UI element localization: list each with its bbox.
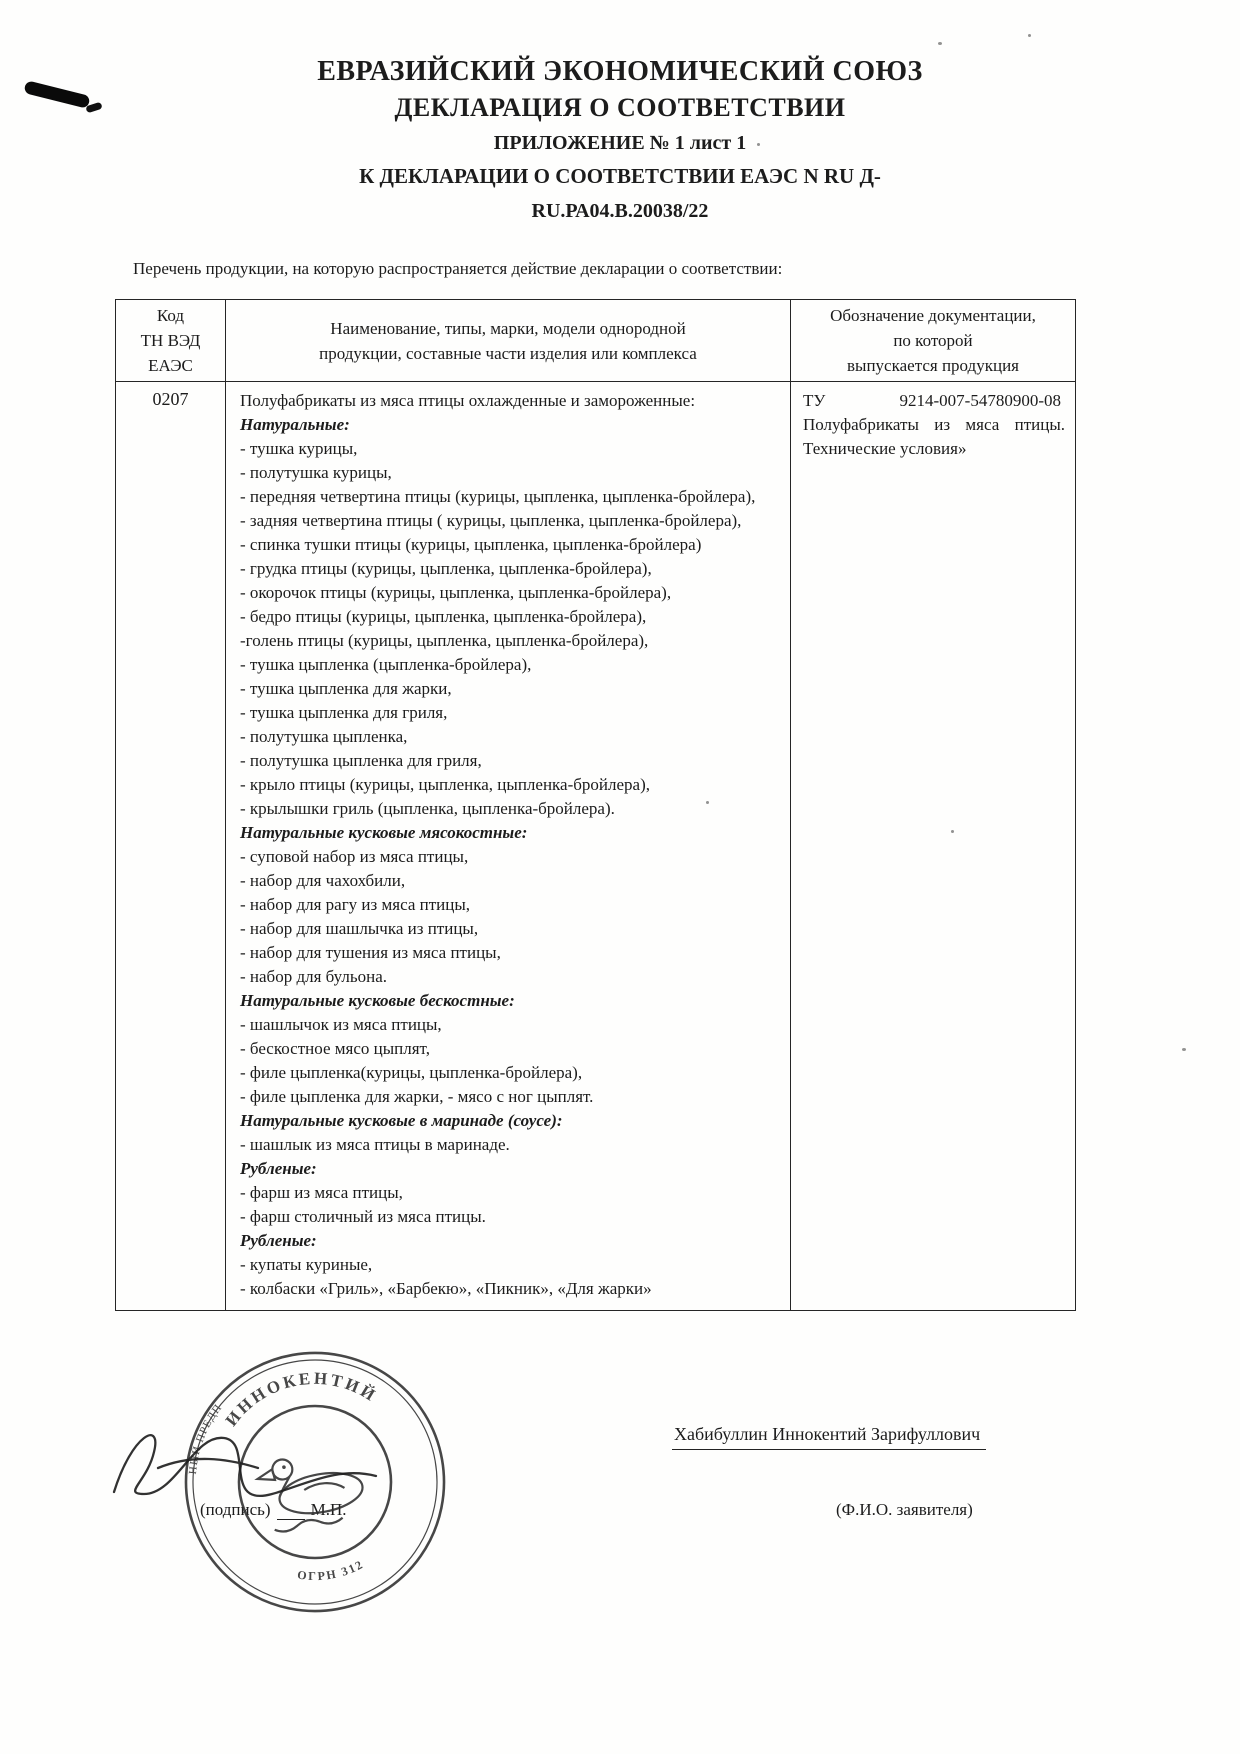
scan-speck xyxy=(938,42,942,45)
header-line: по которой xyxy=(893,331,973,350)
header-line: Обозначение документации, xyxy=(830,306,1036,325)
intro-paragraph: Перечень продукции, на которую распространяется действие декларации о соответствии: xyxy=(133,259,783,278)
product-line: - тушка цыпленка (цыпленка-бройлера), xyxy=(240,655,532,674)
column-header-product-name xyxy=(226,300,791,382)
tnved-code-cell: 0207 xyxy=(116,382,226,1311)
product-line: - суповой набор из мяса птицы, xyxy=(240,847,469,866)
document-header xyxy=(0,0,1240,223)
product-line: Натуральные кусковые бескостные: xyxy=(240,991,515,1010)
product-line: Натуральные: xyxy=(240,415,350,434)
product-line: - грудка птицы (курицы, цыпленка, цыпленка-бройлера), xyxy=(240,559,652,578)
table-row xyxy=(116,382,1076,1311)
product-line: - фарш столичный из мяса птицы. xyxy=(240,1207,486,1226)
union-title: ЕВРАЗИЙСКИЙ ЭКОНОМИЧЕСКИЙ СОЮЗ xyxy=(317,56,923,87)
product-line: - набор для бульона. xyxy=(240,967,388,986)
product-line: - передняя четвертина птицы (курицы, цыпленка, цыпленка-бройлера), xyxy=(240,487,756,506)
product-line: Натуральные кусковые в маринаде (соусе): xyxy=(240,1111,563,1130)
scan-speck xyxy=(757,143,760,146)
scan-speck xyxy=(1028,34,1031,37)
product-line: - шашлычок из мяса птицы, xyxy=(240,1015,442,1034)
product-line: - шашлык из мяса птицы в маринаде. xyxy=(240,1135,510,1154)
product-line: - тушка цыпленка для жарки, xyxy=(240,679,452,698)
product-line: - крыло птицы (курицы, цыпленка, цыпленка-бройлера), xyxy=(240,775,650,794)
product-table xyxy=(115,299,1076,1311)
stamp-arc-bottom-text: ОГРН 312 xyxy=(296,1556,367,1584)
product-line: -голень птицы (курицы, цыпленка, цыпленка-бройлера), xyxy=(240,631,649,650)
documentation-code-number: 9214-007-54780900-08 xyxy=(899,391,1061,410)
handwritten-signature xyxy=(100,1396,390,1546)
scan-speck xyxy=(951,830,954,833)
header-line: выпускается продукция xyxy=(847,356,1019,375)
product-line: - купаты куриные, xyxy=(240,1255,373,1274)
stamp-caption-label: М.П. xyxy=(310,1500,347,1519)
declaration-reference-line: К ДЕКЛАРАЦИИ О СООТВЕТСТВИИ ЕАЭС N RU Д- xyxy=(359,164,881,188)
column-header-code xyxy=(116,300,226,382)
header-line: ТН ВЭД xyxy=(140,331,201,350)
product-line: - спинка тушки птицы (курицы, цыпленка, цыпленка-бройлера) xyxy=(240,535,702,554)
product-line: - тушка курицы, xyxy=(240,439,358,458)
svg-text:ОГРН 312 xyxy=(294,1556,367,1588)
signature-caption-label: (подпись) xyxy=(200,1500,271,1519)
product-line: - задняя четвертина птицы ( курицы, цыпленка, цыпленка-бройлера), xyxy=(240,511,742,530)
product-line: - тушка цыпленка для гриля, xyxy=(240,703,448,722)
product-line: - филе цыпленка для жарки, - мясо с ног цыплят. xyxy=(240,1087,594,1106)
product-line: Рубленые: xyxy=(240,1159,317,1178)
scan-speck xyxy=(1182,1048,1186,1051)
product-line: - полутушка цыпленка для гриля, xyxy=(240,751,482,770)
product-line: Рубленые: xyxy=(240,1231,317,1250)
product-line: - окорочок птицы (курицы, цыпленка, цыпленка-бройлера), xyxy=(240,583,672,602)
product-line: - филе цыпленка(курицы, цыпленка-бройлера), xyxy=(240,1063,583,1082)
documentation-cell xyxy=(791,382,1076,1311)
product-list-cell xyxy=(226,382,791,1311)
annex-title: ПРИЛОЖЕНИЕ № 1 лист 1 xyxy=(493,132,747,154)
column-header-documentation xyxy=(791,300,1076,382)
product-line: - колбаски «Гриль», «Барбекю», «Пикник», «Для жарки» xyxy=(240,1279,652,1298)
product-line: - фарш из мяса птицы, xyxy=(240,1183,403,1202)
documentation-text: Полуфабрикаты из мяса птицы. Технические условия» xyxy=(803,415,1065,458)
header-line: Код xyxy=(156,306,185,325)
declarant-name: Хабибуллин Иннокентий Зарифуллович xyxy=(672,1424,986,1450)
product-line: - полутушка курицы, xyxy=(240,463,392,482)
stamp-arc-outer-text: НЫЙ ПРЕДП xyxy=(186,1401,225,1475)
table-header-row xyxy=(116,300,1076,382)
product-line: - бедро птицы (курицы, цыпленка, цыпленка-бройлера), xyxy=(240,607,647,626)
header-line: продукции, составные части изделия или комплекса xyxy=(319,343,697,363)
product-line: - бескостное мясо цыплят, xyxy=(240,1039,430,1058)
scan-speck xyxy=(706,801,709,804)
product-line: Натуральные кусковые мясокостные: xyxy=(240,823,528,842)
product-line: - набор для рагу из мяса птицы, xyxy=(240,895,471,914)
product-line: - набор для тушения из мяса птицы, xyxy=(240,943,501,962)
header-line: ЕАЭС xyxy=(148,356,193,375)
documentation-code-row xyxy=(803,389,1065,413)
product-line: Полуфабрикаты из мяса птицы охлажденные и замороженные: xyxy=(240,391,696,410)
declaration-title: ДЕКЛАРАЦИЯ О СООТВЕТСТВИИ xyxy=(394,93,846,122)
product-line: - набор для чахохбили, xyxy=(240,871,406,890)
stamp-arc-top-text: ИННОКЕНТИЙ xyxy=(221,1368,381,1430)
product-line: - набор для шашлычка из птицы, xyxy=(240,919,479,938)
product-line: - полутушка цыпленка, xyxy=(240,727,408,746)
header-line: Наименование, типы, марки, модели однородной xyxy=(330,318,686,338)
product-line: - крылышки гриль (цыпленка, цыпленка-бройлера). xyxy=(240,799,615,818)
declarant-caption: (Ф.И.О. заявителя) xyxy=(836,1500,973,1519)
documentation-code-label: ТУ xyxy=(803,391,826,410)
declaration-number: RU.РА04.В.20038/22 xyxy=(531,200,709,222)
